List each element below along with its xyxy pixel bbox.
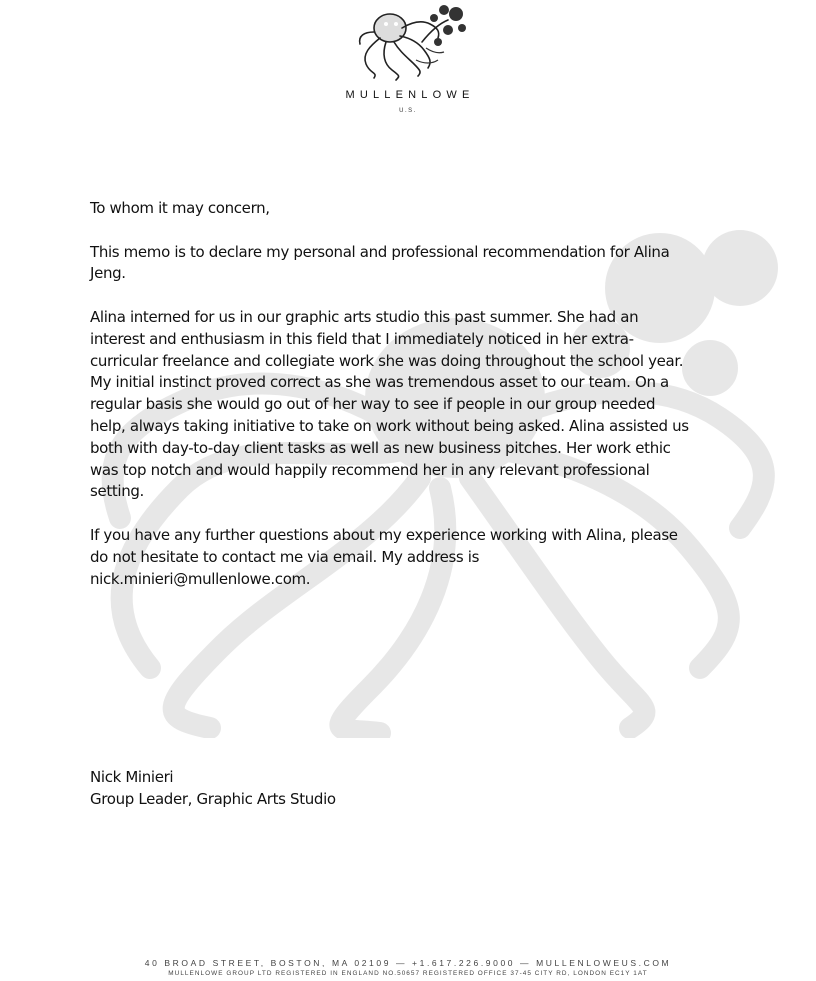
letter-paragraph: This memo is to declare my personal and professional recommendation for Alina Jeng. [90,242,670,283]
signature-block [90,767,336,811]
octopus-logo-icon [352,2,472,82]
letter-paragraph: Alina interned for us in our graphic arts studio this past summer. She had an interest and enthusiasm in this field that I immediately noticed in her extra-curricular freelance and collegiate work she was doing throughout the school year. My initial instinct proved correct as she was tremendous asset to our team. On a regular basis she would go out of her way to see if people in our group needed help, always taking initiative to take on work without being asked. Alina assisted us both with day-to-day client tasks as well as new business pitches. Her work ethic was top notch and would happily recommend her in any relevant professional setting. [90,307,689,501]
salutation: To whom it may concern, [90,199,270,217]
letter-paragraph: If you have any further questions about my experience working with Alina, please do not hesitate to contact me via email. My address is nick.minieri@mullenlowe.com. [90,525,678,588]
footer-registration: MULLENLOWE GROUP LTD REGISTERED IN ENGLAND NO.50657 REGISTERED OFFICE 37-45 CITY RD, LONDON EC1Y 1AT [168,970,648,977]
letterhead [0,0,816,130]
signer-name: Nick Minieri [90,768,174,786]
letter-body [90,198,690,612]
brand-subtitle: U.S. [399,108,417,114]
signer-title: Group Leader, Graphic Arts Studio [90,789,336,808]
brand-name: MULLENLOWE [345,89,475,101]
footer-address: 40 BROAD STREET, BOSTON, MA 02109 — +1.617.226.9000 — MULLENLOWEUS.COM [144,958,672,968]
